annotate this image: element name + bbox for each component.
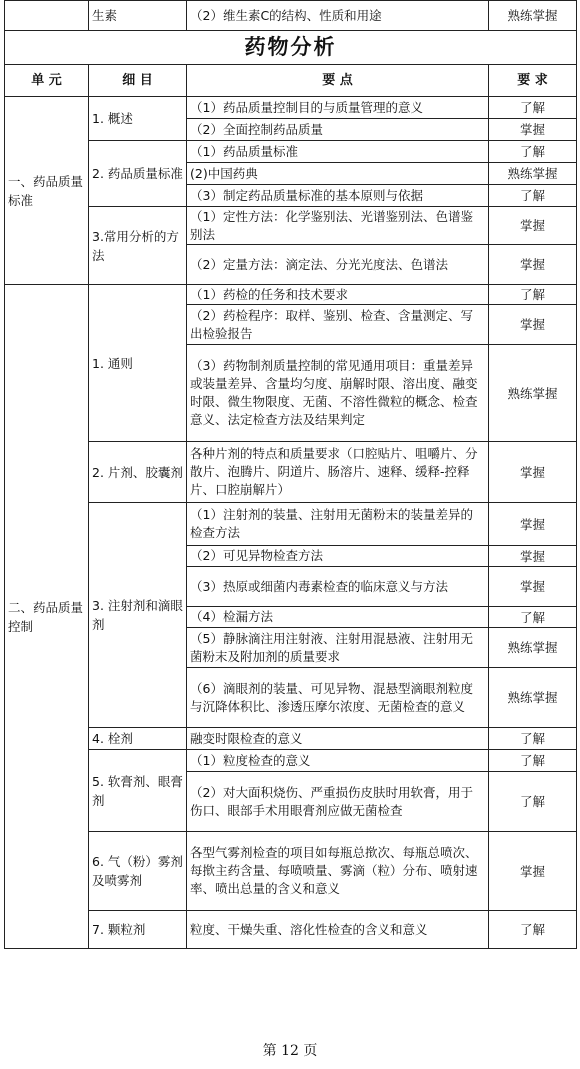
point-cell: 各型气雾剂检查的项目如每瓶总揿次、每瓶总喷次、每揿主药含量、每喷喷量、雾滴（粒）分布、喷射速率、喷出总量的含义和意义 (187, 832, 489, 911)
point-cell: （3）制定药品质量标准的基本原则与依据 (187, 185, 489, 207)
point-cell: 融变时限检查的意义 (187, 728, 489, 750)
header-point: 要 点 (187, 65, 489, 97)
requirement-cell: 了解 (489, 141, 577, 163)
requirement-cell: 熟练掌握 (489, 345, 577, 442)
item-cell: 3. 注射剂和滴眼剂 (89, 503, 187, 728)
point-row (5, 207, 577, 245)
requirement-cell: 掌握 (489, 245, 577, 285)
requirement-cell: 了解 (489, 97, 577, 119)
point-cell: （1）药检的任务和技术要求 (187, 285, 489, 305)
continued-row (5, 1, 577, 31)
point-row (5, 97, 577, 119)
requirement-cell: 了解 (489, 185, 577, 207)
point-row (5, 285, 577, 305)
unit-cell: 一、药品质量标准 (5, 97, 89, 285)
header-row (5, 65, 577, 97)
point-row (5, 750, 577, 772)
unit-cell: 二、药品质量控制 (5, 285, 89, 949)
requirement-cell: 掌握 (489, 567, 577, 607)
point-cell: （1）药品质量标准 (187, 141, 489, 163)
requirement-cell: 掌握 (489, 442, 577, 503)
continued-req-cell: 熟练掌握 (489, 1, 577, 31)
point-row (5, 728, 577, 750)
point-cell: （1）注射剂的装量、注射用无菌粉末的装量差异的检查方法 (187, 503, 489, 546)
item-cell: 7. 颗粒剂 (89, 911, 187, 949)
requirement-cell: 掌握 (489, 503, 577, 546)
point-row (5, 832, 577, 911)
point-row (5, 911, 577, 949)
requirement-cell: 了解 (489, 911, 577, 949)
point-cell: （1）定性方法：化学鉴别法、光谱鉴别法、色谱鉴别法 (187, 207, 489, 245)
point-cell: （1）药品质量控制目的与质量管理的意义 (187, 97, 489, 119)
item-cell: 1. 通则 (89, 285, 187, 442)
header-item: 细 目 (89, 65, 187, 97)
point-cell: 粒度、干燥失重、溶化性检查的含义和意义 (187, 911, 489, 949)
point-cell: （2）药检程序：取样、鉴别、检查、含量测定、写出检验报告 (187, 305, 489, 345)
point-cell: （4）检漏方法 (187, 607, 489, 628)
point-row (5, 442, 577, 503)
point-cell: （3）热原或细菌内毒素检查的临床意义与方法 (187, 567, 489, 607)
item-cell: 6. 气（粉）雾剂及喷雾剂 (89, 832, 187, 911)
point-cell: （1）粒度检查的意义 (187, 750, 489, 772)
requirement-cell: 掌握 (489, 305, 577, 345)
header-req: 要 求 (489, 65, 577, 97)
item-cell: 2. 片剂、胶囊剂 (89, 442, 187, 503)
syllabus-table (4, 0, 577, 949)
page-number: 第 12 页 (262, 1043, 318, 1059)
requirement-cell: 掌握 (489, 119, 577, 141)
requirement-cell: 掌握 (489, 546, 577, 567)
point-cell: （3）药物制剂质量控制的常见通用项目：重量差异或装量差异、含量均匀度、崩解时限、溶出度、融变时限、微生物限度、无菌、不溶性微粒的概念、检查意义、法定检查方法及结果判定 (187, 345, 489, 442)
point-cell: （6）滴眼剂的装量、可见异物、混悬型滴眼剂粒度与沉降体积比、渗透压摩尔浓度、无菌检查的意义 (187, 668, 489, 728)
point-cell: （2）全面控制药品质量 (187, 119, 489, 141)
requirement-cell: 了解 (489, 285, 577, 305)
requirement-cell: 了解 (489, 728, 577, 750)
point-cell: （2）对大面积烧伤、严重损伤皮肤时用软膏，用于伤口、眼部手术用眼膏剂应做无菌检查 (187, 772, 489, 832)
item-cell: 2. 药品质量标准 (89, 141, 187, 207)
item-cell: 5. 软膏剂、眼膏剂 (89, 750, 187, 832)
section-title: 药物分析 (5, 31, 577, 65)
requirement-cell: 熟练掌握 (489, 163, 577, 185)
requirement-cell: 了解 (489, 607, 577, 628)
continued-unit-cell (5, 1, 89, 31)
point-row (5, 503, 577, 546)
requirement-cell: 掌握 (489, 832, 577, 911)
item-cell: 4. 栓剂 (89, 728, 187, 750)
requirement-cell: 熟练掌握 (489, 628, 577, 668)
requirement-cell: 了解 (489, 750, 577, 772)
section-title-row (5, 31, 577, 65)
requirement-cell: 熟练掌握 (489, 668, 577, 728)
point-cell: （2）定量方法：滴定法、分光光度法、色谱法 (187, 245, 489, 285)
point-cell: (2)中国药典 (187, 163, 489, 185)
continued-point-cell: （2）维生素C的结构、性质和用途 (187, 1, 489, 31)
item-cell: 1. 概述 (89, 97, 187, 141)
item-cell: 3.常用分析的方法 (89, 207, 187, 285)
requirement-cell: 了解 (489, 772, 577, 832)
continued-item-cell: 生素 (89, 1, 187, 31)
point-cell: （5）静脉滴注用注射液、注射用混悬液、注射用无菌粉末及附加剂的质量要求 (187, 628, 489, 668)
requirement-cell: 掌握 (489, 207, 577, 245)
point-row (5, 141, 577, 163)
point-cell: （2）可见异物检查方法 (187, 546, 489, 567)
point-cell: 各种片剂的特点和质量要求（口腔贴片、咀嚼片、分散片、泡腾片、阴道片、肠溶片、速释、缓释-控释片、口腔崩解片） (187, 442, 489, 503)
header-unit: 单 元 (5, 65, 89, 97)
